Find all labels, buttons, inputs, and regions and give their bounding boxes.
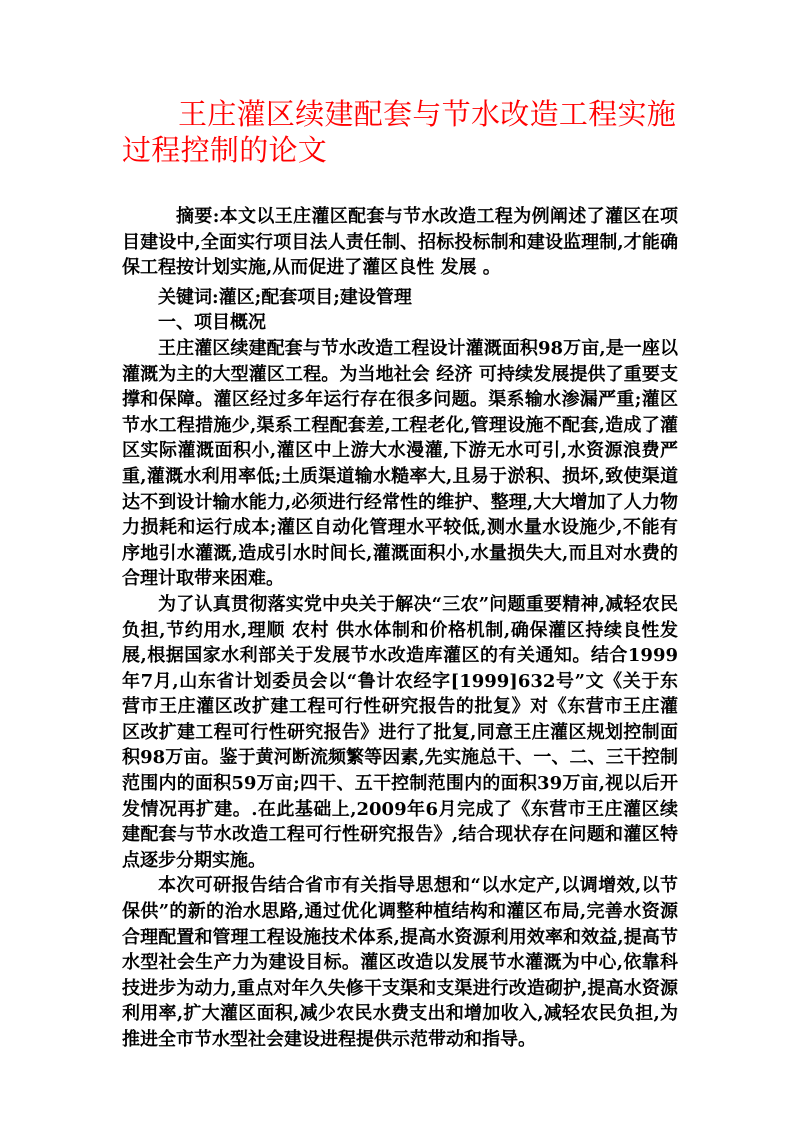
keywords-line: 关键词:灌区;配套项目;建设管理 [158, 286, 412, 308]
abstract-paragraph: 摘要:本文以王庄灌区配套与节水改造工程为例阐述了灌区在项目建设中,全面实行项目法人责任制、招标投标制和建设监理制,才能确保工程按计划实施,从而促进了灌区良性 发展 。 [122, 206, 678, 279]
body-paragraph: 本次可研报告结合省市有关指导思想和“以水定产,以调增效,以节保供”的新的治水思路,通过优化调整种植结构和灌区布局,完善水资源合理配置和管理工程设施技术体系,提高水资源利用效率和效益,提高节水型社会生产力为建设目标。灌区改造以发展节水灌溉为中心,依靠科技进步为动力,重点对年久失修干支渠和支渠进行改造砌护,提高水资源利用率,扩大灌区面积,减少农民水费支出和增加收入,减轻农民负担,为推进全市节水型社会建设进程提供示范带动和指导。 [122, 875, 678, 1050]
document-title: 王庄灌区续建配套与节水改造工程实施过程控制的论文 [122, 97, 677, 167]
section-heading: 一、项目概况 [158, 312, 266, 334]
body-paragraph: 为了认真贯彻落实党中央关于解决“三农”问题重要精神,减轻农民负担,节约用水,理顺 农村 供水体制和价格机制,确保灌区持续良性发展,根据国家水利部关于发展节水改造库灌区的有关通知。结合1999年7月,山东省计划委员会以“鲁计农经字[1999]632号”文《关于东营市王庄灌区改扩建工程可行性研究报告的批复》对《东营市王庄灌区改扩建工程可行性研究报告》进行了批复,同意王庄灌区规划控制面积98万亩。鉴于黄河断流频繁等因素,先实施总干、一、二、三干控制范围内的面积59万亩;四干、五干控制范围内的面积39万亩,视以后开发情况再扩建。.在此基础上,2009年6月完成了《东营市王庄灌区续建配套与节水改造工程可行性研究报告》,结合现状存在问题和灌区特点逐步分期实施。 [122, 593, 678, 871]
document-body [122, 204, 678, 1053]
body-paragraph: 王庄灌区续建配套与节水改造工程设计灌溉面积98万亩,是一座以灌溉为主的大型灌区工程。为当地社会 经济 可持续发展提供了重要支撑和保障。灌区经过多年运行存在很多问题。渠系输水渗漏严重;灌区节水工程措施少,渠系工程配套差,工程老化,管理设施不配套,造成了灌区实际灌溉面积小,灌区中上游大水漫灌,下游无水可引,水资源浪费严重,灌溉水利用率低;土质渠道输水糙率大,且易于淤积、损坏,致使渠道达不到设计输水能力,必须进行经常性的维护、整理,大大增加了人力物力损耗和运行成本;灌区自动化管理水平较低,测水量水设施少,不能有序地引水灌溉,造成引水时间长,灌溉面积小,水量损失大,而且对水费的合理计取带来困难。 [122, 337, 679, 590]
